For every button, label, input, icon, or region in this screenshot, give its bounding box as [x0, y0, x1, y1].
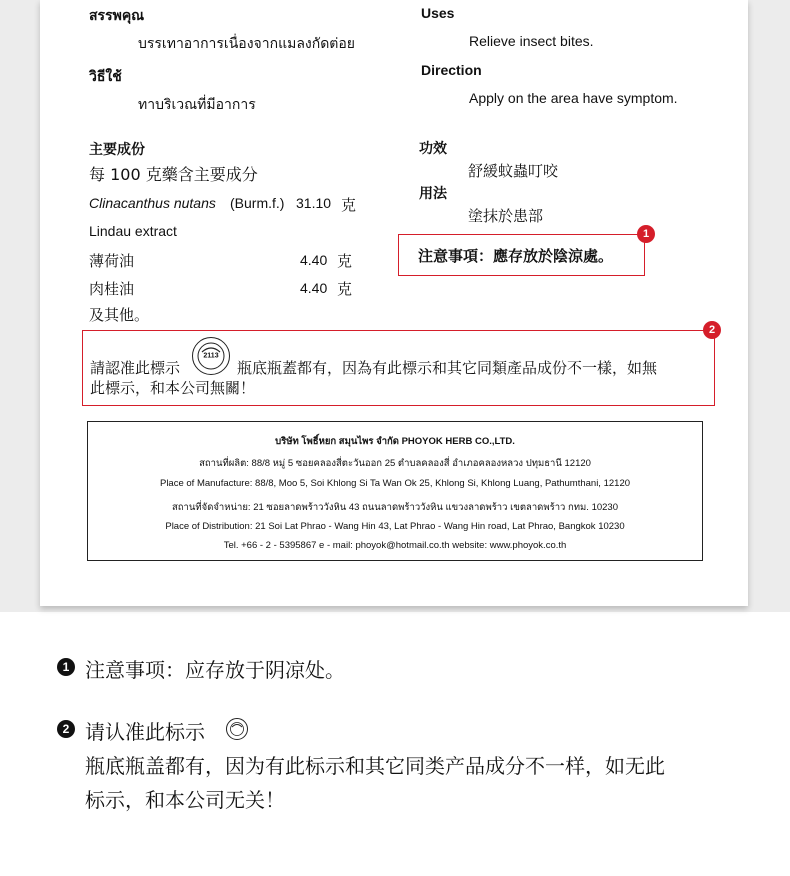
- note2-line2: 瓶底瓶盖都有，因为有此标示和其它同类产品成分不一样，如无此: [85, 754, 665, 778]
- ingredients-subtitle: 每 100 克藥含主要成分: [89, 165, 258, 184]
- seal-small-icon: [226, 718, 248, 740]
- caution-text: 注意事項：應存放於陰涼處。: [418, 247, 614, 265]
- manufacture-en: Place of Manufacture: 88/8, Moo 5, Soi Khlong Si Ta Wan Ok 25, Khlong Si, Khlong Luang, Pathumthani, 12120: [159, 478, 631, 489]
- notice-prefix: 請認准此標示: [90, 359, 181, 377]
- ingredient3-amount: 4.40: [300, 252, 328, 268]
- company-info-box: [87, 421, 703, 561]
- ingredient1-unit: 克: [341, 196, 357, 214]
- ingredient4-amount: 4.40: [300, 280, 328, 296]
- ingredient3-unit: 克: [337, 252, 353, 270]
- effect-text: 舒緩蚊蟲叮咬: [468, 162, 559, 180]
- uses-title: Uses: [421, 5, 455, 21]
- ingredient3-name: 薄荷油: [89, 252, 135, 270]
- note1-number: 1: [57, 658, 75, 676]
- ingredient4-name: 肉桂油: [89, 280, 135, 298]
- th-properties-text: บรรเทาอาการเนื่องจากแมลงกัดต่อย: [138, 36, 356, 52]
- note2-number: 2: [57, 720, 75, 738]
- distribution-th: สถานที่จัดจำหน่าย: 21 ซอยลาดพร้าววังหิน 43 ถนนลาดพร้าววังหิน แขวงลาดพร้าว เขตลาดพร้าว กทม. 10230: [171, 502, 618, 513]
- notice-line2: 此標示，和本公司無關！: [90, 379, 256, 397]
- direction-title: Direction: [421, 62, 482, 78]
- authenticity-seal-icon: [192, 337, 230, 375]
- note1-text: 注意事项：应存放于阴凉处。: [85, 658, 345, 682]
- th-usage-title: วิธีใช้: [89, 69, 122, 85]
- th-properties-title: สรรพคุณ: [89, 8, 145, 24]
- ingredient1-suffix: (Burm.f.): [230, 195, 285, 211]
- effect-title: 功效: [419, 141, 447, 157]
- seal-text: 2113: [203, 352, 219, 360]
- ingredient2-name: Lindau extract: [89, 223, 177, 239]
- th-usage-text: ทาบริเวณที่มีอาการ: [138, 97, 256, 113]
- caution-marker: 1: [637, 225, 655, 243]
- note2-line1: 请认准此标示: [85, 720, 205, 744]
- company-name: บริษัท โพธิ์หยก สมุนไพร จำกัด PHOYOK HERB CO.,LTD.: [275, 436, 515, 447]
- ingredient1-name: Clinacanthus nutans: [89, 195, 216, 211]
- manufacture-th: สถานที่ผลิต: 88/8 หมู่ 5 ซอยคลองสี่ตะวันออก 25 ตำบลคลองสี่ อำเภอคลองหลวง ปทุมธานี 12120: [199, 458, 591, 469]
- notice-line1: 瓶底瓶蓋都有，因為有此標示和其它同類產品成份不一樣，如無: [237, 359, 658, 377]
- uses-text: Relieve insect bites.: [469, 33, 594, 49]
- ingredient-rest: 及其他。: [89, 306, 150, 324]
- ingredient1-amount: 31.10: [296, 195, 332, 211]
- ingredient4-unit: 克: [337, 280, 353, 298]
- distribution-en: Place of Distribution: 21 Soi Lat Phrao - Wang Hin 43, Lat Phrao - Wang Hin road, Lat Phrao, Bangkok 10230: [165, 521, 625, 532]
- notice-marker: 2: [703, 321, 721, 339]
- contact-line: Tel. +66 - 2 - 5395867 e - mail: phoyok@hotmail.co.th website: www.phoyok.co.th: [223, 540, 567, 551]
- direction-text: Apply on the area have symptom.: [469, 90, 678, 106]
- method-text: 塗抹於患部: [468, 207, 544, 225]
- ingredients-title: 主要成份: [89, 142, 145, 158]
- method-title: 用法: [419, 186, 447, 202]
- note2-line3: 标示，和本公司无关！: [85, 788, 285, 812]
